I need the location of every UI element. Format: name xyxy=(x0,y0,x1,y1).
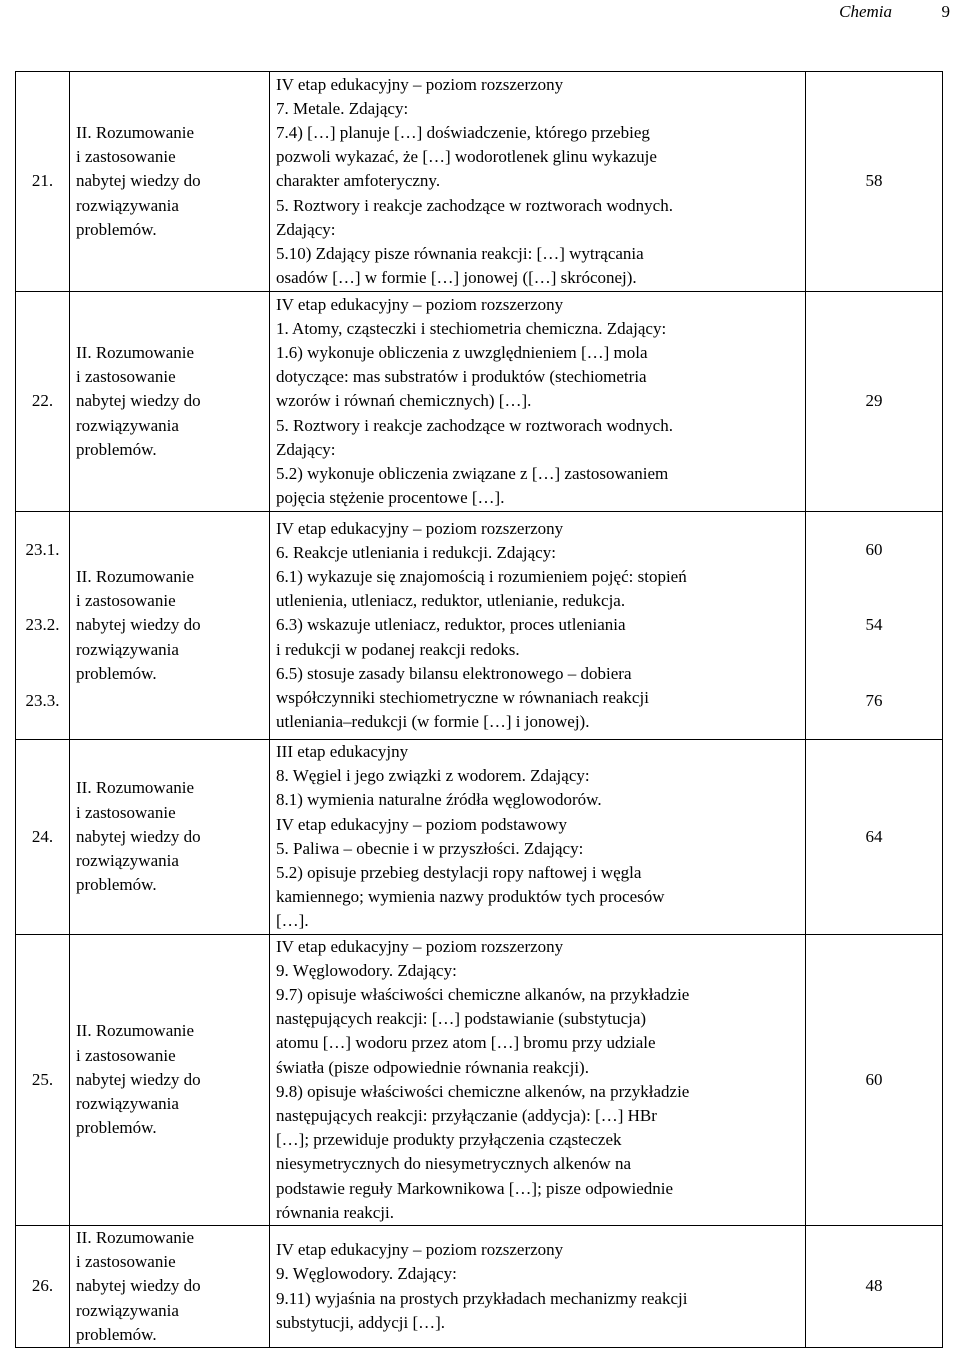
requirement-category-cell xyxy=(70,934,270,1225)
category-line: problemów. xyxy=(76,439,157,459)
category-line: problemów. xyxy=(76,219,157,239)
solvability-cell xyxy=(806,292,943,512)
category-line: nabytej wiedzy do xyxy=(76,1069,201,1089)
category-line: II. Rozumowanie xyxy=(76,1021,195,1041)
detailed-requirements-cell xyxy=(270,72,806,292)
requirement-line: 7.4) […] planuje […] doświadczenie, którego przebieg xyxy=(276,122,650,142)
solvability-value: 60 xyxy=(865,540,883,560)
requirement-category-cell xyxy=(70,512,270,740)
task-number-cell xyxy=(16,740,70,935)
detailed-requirements-cell xyxy=(270,512,806,740)
detailed-requirements-cell xyxy=(270,740,806,935)
requirement-line: 5. Roztwory i reakcje zachodzące w roztworach wodnych. xyxy=(276,195,673,215)
category-line: rozwiązywania xyxy=(76,1300,179,1320)
requirement-line: i redukcji w podanej reakcji redoks. xyxy=(276,639,520,659)
task-number: 23.1. xyxy=(25,540,60,560)
task-number-cell xyxy=(16,512,70,740)
table-row xyxy=(16,72,943,292)
detailed-requirements-cell xyxy=(270,292,806,512)
category-line: problemów. xyxy=(76,875,157,895)
category-line: problemów. xyxy=(76,1324,157,1344)
requirement-line: 6. Reakcje utleniania i redukcji. Zdający: xyxy=(276,542,556,562)
requirement-line: IV etap edukacyjny – poziom rozszerzony xyxy=(276,936,564,956)
category-line: i zastosowanie xyxy=(76,1252,176,1272)
task-number-cell xyxy=(16,292,70,512)
requirement-line: 1.6) wykonuje obliczenia z uwzględnieniem […] mola xyxy=(276,342,648,362)
detailed-requirements-cell xyxy=(270,1226,806,1348)
requirement-line: niesymetrycznych do niesymetrycznych alkenów na xyxy=(276,1154,631,1174)
requirement-line: IV etap edukacyjny – poziom rozszerzony xyxy=(276,294,564,314)
category-line: i zastosowanie xyxy=(76,147,176,167)
solvability-value: 54 xyxy=(865,615,883,635)
requirement-line: współczynniki stechiometryczne w równaniach reakcji xyxy=(276,688,649,707)
solvability-value: 48 xyxy=(865,1276,883,1296)
requirement-line: IV etap edukacyjny – poziom podstawowy xyxy=(276,814,567,834)
solvability-cell xyxy=(806,740,943,935)
category-line: i zastosowanie xyxy=(76,802,176,822)
category-line: nabytej wiedzy do xyxy=(76,391,201,411)
requirement-line: substytucji, addycji […]. xyxy=(276,1312,446,1332)
category-line: i zastosowanie xyxy=(76,591,176,611)
requirement-line: równania reakcji. xyxy=(276,1202,394,1222)
category-line: rozwiązywania xyxy=(76,1093,179,1113)
requirement-line: […]; przewiduje produkty przyłączenia cząsteczek xyxy=(276,1130,622,1150)
requirement-line: utleniania–redukcji (w formie […] i jonowej). xyxy=(276,712,590,732)
category-line: problemów. xyxy=(76,1118,157,1138)
category-line: nabytej wiedzy do xyxy=(76,1276,201,1296)
requirement-line: kamiennego; wymienia nazwy produktów tych procesów xyxy=(276,887,665,907)
table-row xyxy=(16,740,943,935)
requirement-line: 9. Węglowodory. Zdający: xyxy=(276,960,457,980)
category-line: II. Rozumowanie xyxy=(76,566,195,586)
solvability-cell xyxy=(806,1226,943,1348)
table-row xyxy=(16,934,943,1225)
solvability-value: 29 xyxy=(865,391,883,411)
category-line: i zastosowanie xyxy=(76,1045,176,1065)
requirement-category-cell xyxy=(70,740,270,935)
requirement-line: IV etap edukacyjny – poziom rozszerzony xyxy=(276,74,564,94)
requirement-category-cell xyxy=(70,72,270,292)
requirement-line: 6.1) wykazuje się znajomością i rozumieniem pojęć: stopień xyxy=(276,566,687,586)
table-row xyxy=(16,512,943,740)
requirement-line: 5. Roztwory i reakcje zachodzące w roztworach wodnych. xyxy=(276,415,673,435)
task-number: 21. xyxy=(31,171,54,191)
requirement-line: 9.8) opisuje właściwości chemiczne alkenów, na przykładzie xyxy=(276,1081,690,1101)
solvability-cell xyxy=(806,512,943,740)
requirement-line: dotyczące: mas substratów i produktów (stechiometria xyxy=(276,367,647,387)
table-row xyxy=(16,1226,943,1348)
category-line: problemów. xyxy=(76,663,157,683)
requirement-category-cell xyxy=(70,1226,270,1348)
category-line: II. Rozumowanie xyxy=(76,342,195,362)
task-number: 24. xyxy=(31,826,54,846)
category-line: II. Rozumowanie xyxy=(76,122,195,142)
requirement-line: utlenienia, utleniacz, reduktor, utlenianie, redukcja. xyxy=(276,591,626,611)
category-line: i zastosowanie xyxy=(76,367,176,387)
category-line: II. Rozumowanie xyxy=(76,778,195,798)
requirement-line: pozwoli wykazać, że […] wodorotlenek glinu wykazuje xyxy=(276,147,657,167)
page-number: 9 xyxy=(941,2,950,21)
category-line: nabytej wiedzy do xyxy=(76,826,201,846)
detailed-requirements-cell xyxy=(270,934,806,1225)
task-number: 23.2. xyxy=(25,615,60,635)
requirement-line: 5. Paliwa – obecnie i w przyszłości. Zdający: xyxy=(276,838,584,858)
requirements-table xyxy=(15,71,943,1348)
requirement-line: pojęcia stężenie procentowe […]. xyxy=(276,488,505,508)
requirement-line: wzorów i równań chemicznych) […]. xyxy=(276,391,532,411)
task-number: 25. xyxy=(31,1069,54,1089)
requirement-line: III etap edukacyjny xyxy=(276,742,409,761)
category-line: rozwiązywania xyxy=(76,415,179,435)
solvability-value: 64 xyxy=(865,826,883,846)
requirement-line: 6.3) wskazuje utleniacz, reduktor, proces utleniania xyxy=(276,615,626,635)
page-header xyxy=(0,2,960,26)
requirement-line: 5.2) wykonuje obliczenia związane z […] zastosowaniem xyxy=(276,464,669,483)
category-line: rozwiązywania xyxy=(76,850,179,870)
requirement-line: 5.10) Zdający pisze równania reakcji: […] wytrącania xyxy=(276,244,644,263)
requirement-line: 1. Atomy, cząsteczki i stechiometria chemiczna. Zdający: xyxy=(276,318,667,338)
requirement-line: 8. Węgiel i jego związki z wodorem. Zdający: xyxy=(276,766,590,786)
category-line: nabytej wiedzy do xyxy=(76,615,201,635)
task-number: 23.3. xyxy=(25,690,60,710)
task-number-cell xyxy=(16,1226,70,1348)
requirement-line: IV etap edukacyjny – poziom rozszerzony xyxy=(276,1240,564,1260)
task-number-cell xyxy=(16,934,70,1225)
category-line: nabytej wiedzy do xyxy=(76,171,201,191)
requirement-line: Zdający: xyxy=(276,439,336,459)
requirement-line: 8.1) wymienia naturalne źródła węglowodorów. xyxy=(276,790,602,810)
requirement-line: 5.2) opisuje przebieg destylacji ropy naftowej i węgla xyxy=(276,863,642,883)
requirement-line: atomu […] wodoru przez atom […] bromu przy udziale xyxy=(276,1033,656,1053)
solvability-value: 60 xyxy=(865,1069,883,1089)
subject-title: Chemia xyxy=(839,2,892,21)
requirement-line: następujących reakcji: przyłączanie (addycja): […] HBr xyxy=(276,1106,657,1126)
category-line: II. Rozumowanie xyxy=(76,1228,195,1248)
solvability-value: 76 xyxy=(865,690,883,710)
requirement-line: podstawie reguły Markownikowa […]; pisze odpowiednie xyxy=(276,1178,674,1198)
task-number: 22. xyxy=(31,391,54,411)
task-number: 26. xyxy=(31,1276,54,1296)
requirement-line: 9.7) opisuje właściwości chemiczne alkanów, na przykładzie xyxy=(276,985,690,1005)
requirement-category-cell xyxy=(70,292,270,512)
requirement-line: Zdający: xyxy=(276,219,336,239)
table-row xyxy=(16,292,943,512)
requirement-line: osadów […] w formie […] jonowej ([…] skróconej). xyxy=(276,268,637,288)
solvability-cell xyxy=(806,72,943,292)
requirement-line: IV etap edukacyjny – poziom rozszerzony xyxy=(276,518,564,538)
requirement-line: 9.11) wyjaśnia na prostych przykładach mechanizmy reakcji xyxy=(276,1288,688,1308)
requirement-line: […]. xyxy=(276,911,309,931)
requirement-line: następujących reakcji: […] podstawianie (substytucja) xyxy=(276,1009,647,1029)
requirement-line: 6.5) stosuje zasady bilansu elektronowego – dobiera xyxy=(276,663,632,683)
task-number-cell xyxy=(16,72,70,292)
category-line: rozwiązywania xyxy=(76,639,179,659)
requirement-line: 9. Węglowodory. Zdający: xyxy=(276,1264,457,1284)
solvability-cell xyxy=(806,934,943,1225)
category-line: rozwiązywania xyxy=(76,195,179,215)
requirement-line: światła (pisze odpowiednie równania reakcji). xyxy=(276,1057,589,1077)
solvability-value: 58 xyxy=(865,171,883,191)
requirement-line: 7. Metale. Zdający: xyxy=(276,98,409,118)
requirement-line: charakter amfoteryczny. xyxy=(276,171,441,191)
